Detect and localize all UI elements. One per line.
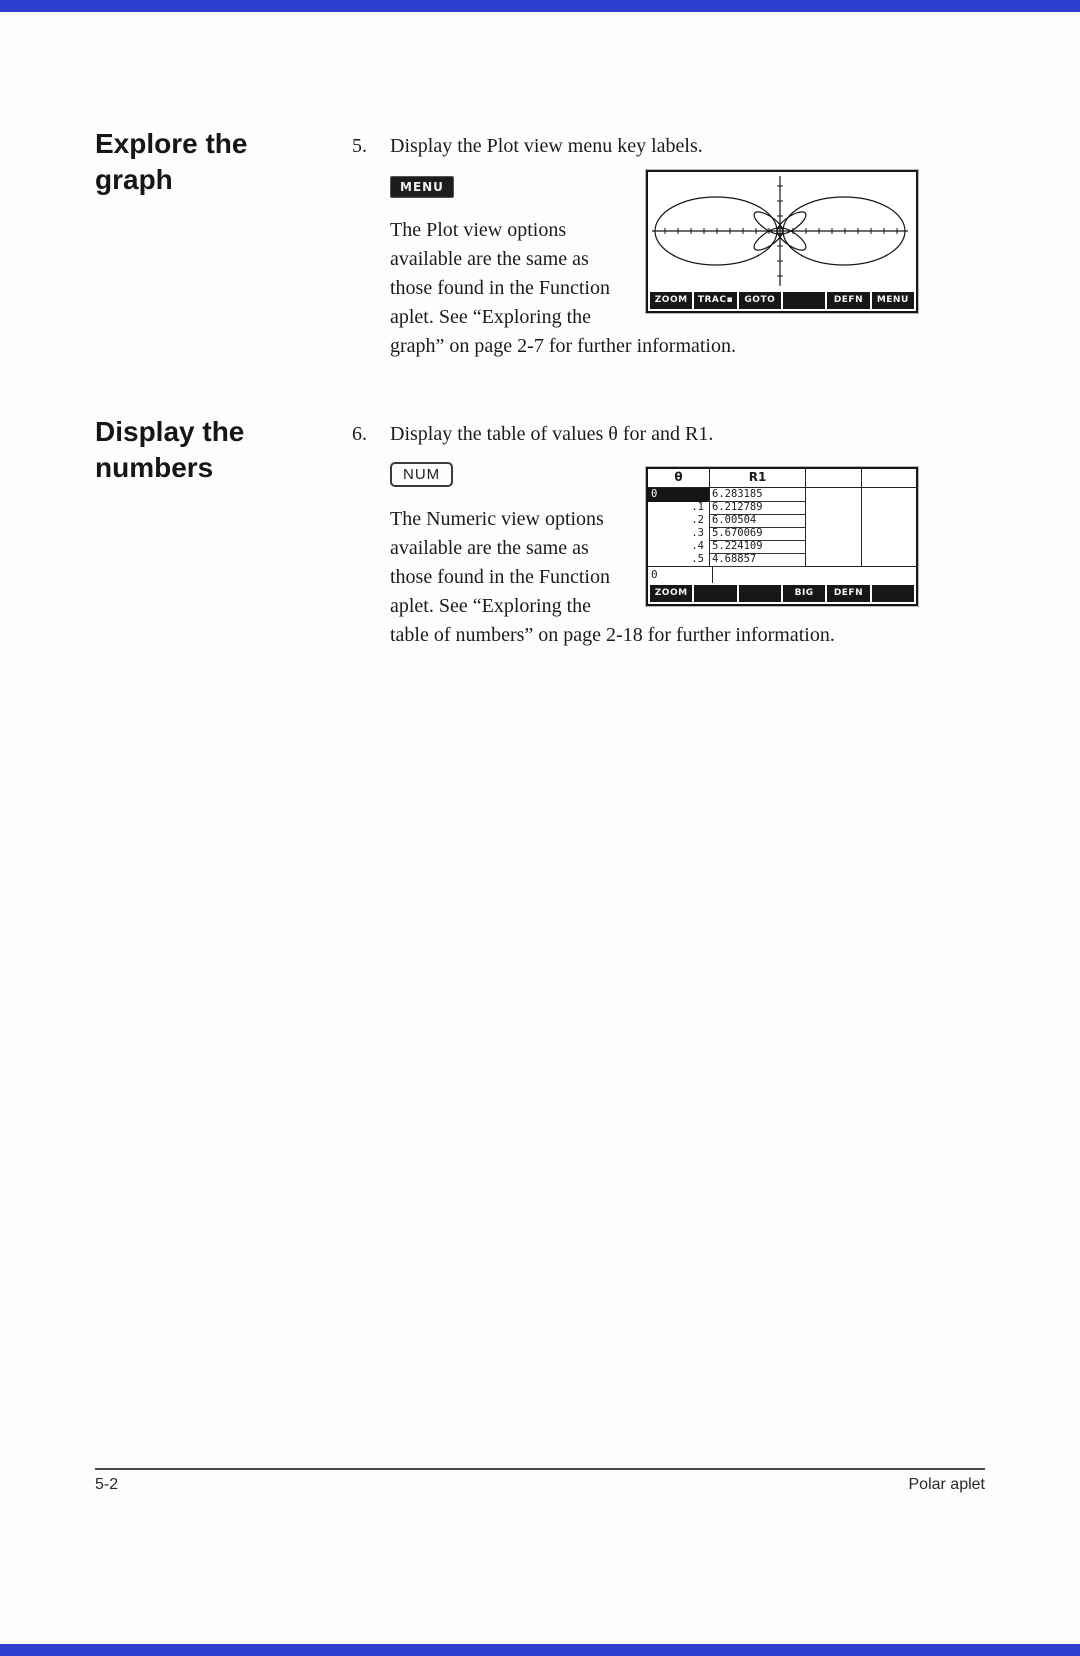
top-accent-bar bbox=[0, 0, 1080, 12]
empty-column-header bbox=[862, 469, 916, 487]
table-menu-key-row bbox=[648, 583, 916, 604]
step-5 bbox=[352, 132, 918, 160]
zoom-softkey: ZOOM bbox=[650, 585, 692, 602]
r1-cell: 6.283185 bbox=[710, 488, 806, 502]
trace-softkey: TRAC▪ bbox=[694, 292, 736, 309]
theta-cell: .3 bbox=[648, 527, 710, 541]
r1-cell: 6.00504 bbox=[710, 514, 806, 528]
r1-cell: 5.670069 bbox=[710, 527, 806, 541]
zoom-softkey: ZOOM bbox=[650, 292, 692, 309]
step-6-body bbox=[390, 470, 918, 650]
step-6-number: 6. bbox=[352, 423, 367, 445]
current-value-row bbox=[648, 566, 916, 583]
section-heading-explore-graph bbox=[95, 126, 350, 199]
theta-cell: .2 bbox=[648, 514, 710, 528]
plot-screenshot bbox=[646, 170, 918, 313]
empty-column-header bbox=[806, 469, 862, 487]
footer-page-number: 5-2 bbox=[95, 1476, 119, 1493]
calculator-table-screen bbox=[646, 467, 918, 606]
table-row bbox=[648, 514, 916, 527]
bottom-accent-bar bbox=[0, 1644, 1080, 1656]
section-explore-graph bbox=[352, 132, 918, 361]
menu-softkey-badge: MENU bbox=[390, 176, 454, 198]
step-6-text: Display the table of values θ for and R1. bbox=[390, 423, 714, 445]
calculator-plot-screen bbox=[646, 170, 918, 313]
r1-cell: 6.212789 bbox=[710, 501, 806, 515]
big-softkey: BIG bbox=[783, 585, 825, 602]
step-6-paragraph: The Numeric view options available are the same as those found in the Function aplet. See “Exploring the table of numbers” on page 2-18 for further information. bbox=[390, 508, 835, 646]
step-6 bbox=[352, 420, 918, 448]
plot-menu-key-row bbox=[648, 290, 916, 311]
section-heading-display-numbers bbox=[95, 414, 350, 487]
heading-line: graph bbox=[95, 164, 173, 196]
heading-line: Explore the bbox=[95, 128, 248, 159]
num-key-badge: NUM bbox=[390, 462, 453, 487]
table-row bbox=[648, 527, 916, 540]
theta-column-header: θ bbox=[648, 469, 710, 487]
step-5-text: Display the Plot view menu key labels. bbox=[390, 135, 703, 157]
table-screenshot bbox=[646, 467, 918, 606]
section-display-numbers bbox=[352, 420, 918, 650]
step-5-number: 5. bbox=[352, 135, 367, 157]
theta-cell: .5 bbox=[648, 553, 710, 567]
footer-rule bbox=[95, 1468, 985, 1470]
table-row bbox=[648, 553, 916, 566]
blank-softkey bbox=[694, 585, 736, 602]
heading-line: Display the bbox=[95, 416, 245, 447]
r1-cell: 4.68857 bbox=[710, 553, 806, 567]
blank-softkey bbox=[739, 585, 781, 602]
heading-line: numbers bbox=[95, 452, 214, 484]
table-row bbox=[648, 540, 916, 553]
r1-cell: 5.224109 bbox=[710, 540, 806, 554]
theta-cell: .1 bbox=[648, 501, 710, 515]
footer bbox=[95, 1476, 985, 1494]
defn-softkey: DEFN bbox=[827, 585, 869, 602]
footer-chapter-title: Polar aplet bbox=[908, 1476, 985, 1493]
blank-softkey bbox=[783, 292, 825, 309]
table-header-row bbox=[648, 469, 916, 488]
table-row bbox=[648, 488, 916, 501]
step-5-body bbox=[390, 216, 918, 361]
table-row bbox=[648, 501, 916, 514]
polar-plot-graphic bbox=[648, 172, 912, 290]
table-body bbox=[648, 488, 916, 566]
step-5-paragraph: The Plot view options available are the same as those found in the Function aplet. See “Exploring the graph” on page 2-7 for further information. bbox=[390, 219, 736, 357]
current-theta-value: 0 bbox=[648, 567, 713, 583]
defn-softkey: DEFN bbox=[827, 292, 869, 309]
goto-softkey: GOTO bbox=[739, 292, 781, 309]
r1-column-header: R1 bbox=[710, 469, 806, 487]
theta-cell: .4 bbox=[648, 540, 710, 554]
blank-softkey bbox=[872, 585, 914, 602]
numeric-table bbox=[648, 469, 916, 583]
theta-cell-selected: 0 bbox=[648, 488, 710, 502]
menu-softkey: MENU bbox=[872, 292, 914, 309]
